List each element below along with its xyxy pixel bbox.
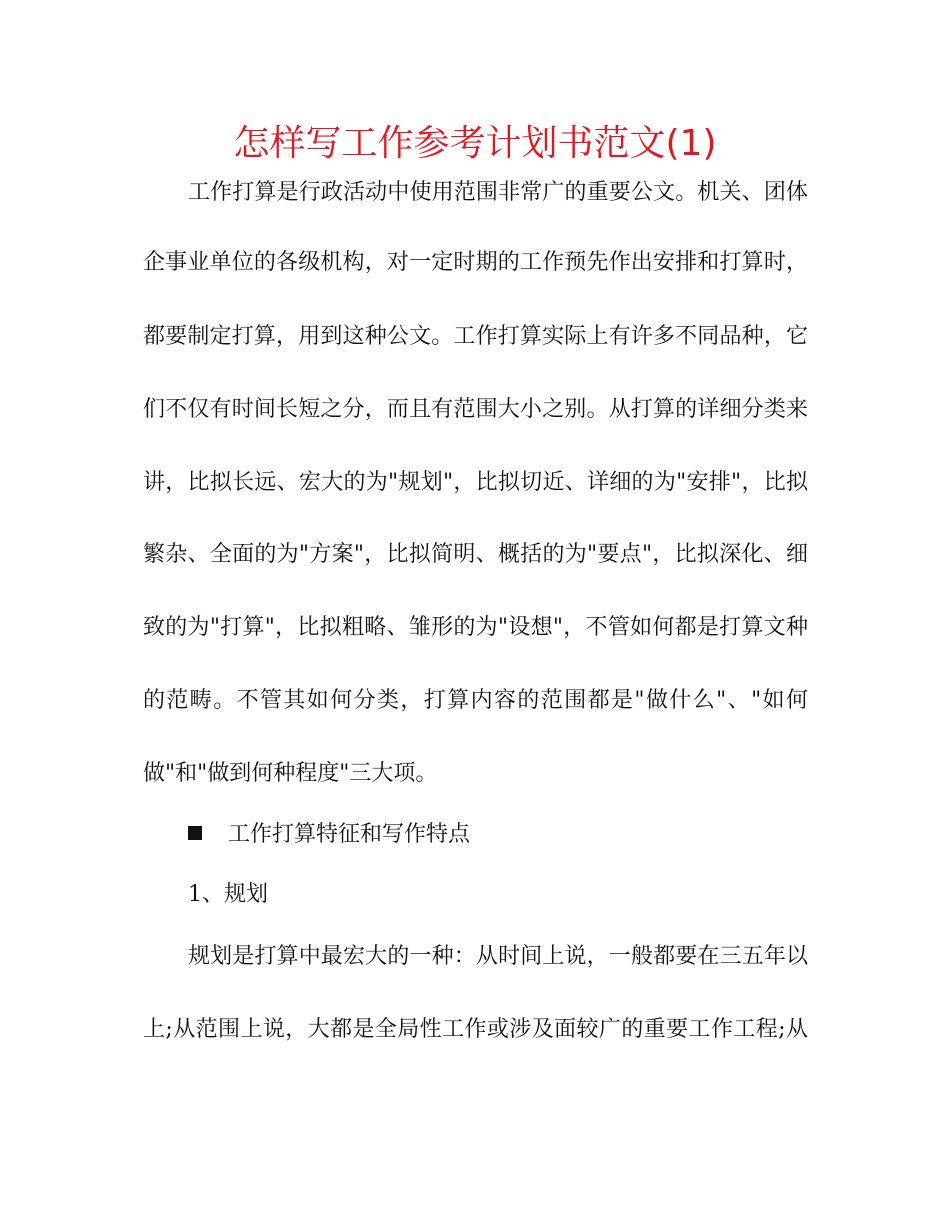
- paragraph-line: 做"和"做到何种程度"三大项。: [143, 761, 438, 786]
- section-heading-text: 工作打算特征和写作特点: [228, 822, 471, 847]
- paragraph-line: 企事业单位的各级机构，对一定时期的工作预先作出安排和打算时，: [143, 250, 808, 275]
- section-heading: [188, 820, 788, 850]
- subsection-heading: 1、规划: [188, 882, 268, 907]
- paragraph-line: 都要制定打算，用到这种公文。工作打算实际上有许多不同品种，它: [143, 324, 808, 349]
- paragraph-line: 繁杂、全面的为"方案"，比拟简明、概括的为"要点"，比拟深化、细: [143, 542, 808, 567]
- paragraph-line: 讲，比拟长远、宏大的为"规划"，比拟切近、详细的为"安排"，比拟: [143, 470, 808, 495]
- paragraph-line: 规划是打算中最宏大的一种：从时间上说，一般都要在三五年以: [188, 944, 808, 969]
- paragraph-line: 致的为"打算"，比拟粗略、雏形的为"设想"，不管如何都是打算文种: [143, 615, 808, 640]
- square-bullet-icon: [188, 826, 202, 840]
- paragraph-line: 的范畴。不管其如何分类，打算内容的范围都是"做什么"、"如何: [143, 688, 808, 713]
- paragraph-line: 们不仅有时间长短之分，而且有范围大小之别。从打算的详细分类来: [143, 397, 808, 422]
- document-title: 怎样写工作参考计划书范文(1): [233, 123, 717, 164]
- paragraph-line: 工作打算是行政活动中使用范围非常广的重要公文。机关、团体: [188, 180, 808, 205]
- paragraph-line: 上;从范围上说，大都是全局性工作或涉及面较广的重要工作工程;从: [143, 1017, 808, 1042]
